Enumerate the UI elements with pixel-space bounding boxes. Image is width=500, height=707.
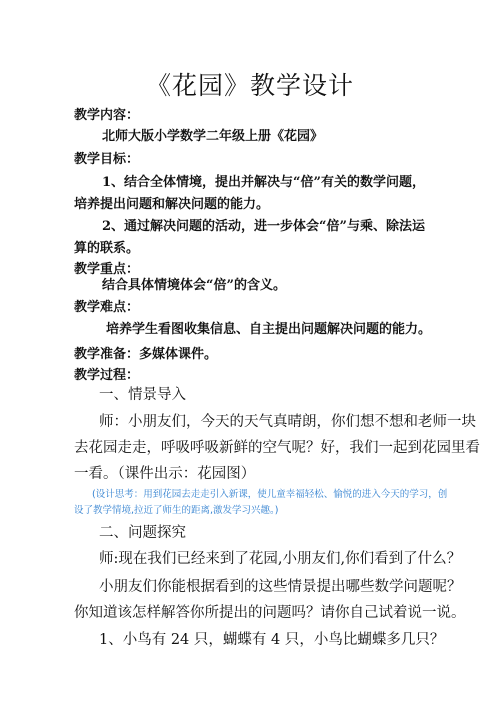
- section-2-paragraph-1: 师:现在我们已经来到了花园,小朋友们,你们看到了什么？: [99, 551, 462, 567]
- content-heading: 教学内容：: [74, 108, 140, 123]
- section-2-title: 二、问题探究: [99, 525, 186, 541]
- design-note-line-1: (设计思考：用到花园去走走引入新课，使儿童幸福轻松、愉悦的进入今天的学习，创: [92, 489, 448, 500]
- process-heading: 教学过程：: [74, 368, 140, 383]
- preparation-text: 教学准备：多媒体课件。: [74, 347, 218, 362]
- section-2-paragraph-3: 1、小鸟有 24 只，蝴蝶有 4 只，小鸟比蝴蝶多几只？: [99, 632, 445, 648]
- content-text: 北师大版小学数学二年级上册《花园》: [102, 129, 324, 144]
- page-title: 《花园》教学设计: [145, 71, 354, 100]
- objective-2-line-1: 2、通过解决问题的活动，进一步体会“倍”与乘、除法运: [102, 219, 426, 234]
- section-1-paragraph-line-2: 去花园走走，呼吸呼吸新鲜的空气呢？好，我们一起到花园里看: [74, 440, 480, 456]
- objective-1-line-2: 培养提出问题和解决问题的能力。: [74, 197, 270, 212]
- objective-2-line-2: 算的联系。: [74, 241, 140, 256]
- design-note-line-2: 设了教学情境,拉近了师生的距离,激发学习兴趣。): [74, 505, 279, 516]
- section-2-paragraph-2-line-2: 你知道该怎样解答你所提出的问题吗？请你自己试着说一说。: [74, 605, 466, 621]
- section-1-paragraph-line-3: 一看。（课件出示：花园图）: [74, 466, 256, 482]
- difficulties-heading: 教学难点：: [74, 300, 140, 315]
- key-points-text: 结合具体情境体会“倍”的含义。: [102, 278, 286, 293]
- section-1-title: 一、情景导入: [99, 387, 186, 403]
- objectives-heading: 教学目标：: [74, 152, 140, 167]
- objective-1-line-1: 1、结合全体情境，提出并解决与“倍”有关的数学问题，: [102, 175, 426, 190]
- section-2-paragraph-2-line-1: 小朋友们你能根据看到的这些情景提出哪些数学问题呢？: [99, 579, 462, 595]
- key-points-heading: 教学重点：: [74, 262, 140, 277]
- difficulties-text: 培养学生看图收集信息、自主提出问题解决问题的能力。: [106, 322, 432, 337]
- section-1-paragraph-line-1: 师：小朋友们，今天的天气真晴朗，你们想不想和老师一块: [99, 414, 476, 430]
